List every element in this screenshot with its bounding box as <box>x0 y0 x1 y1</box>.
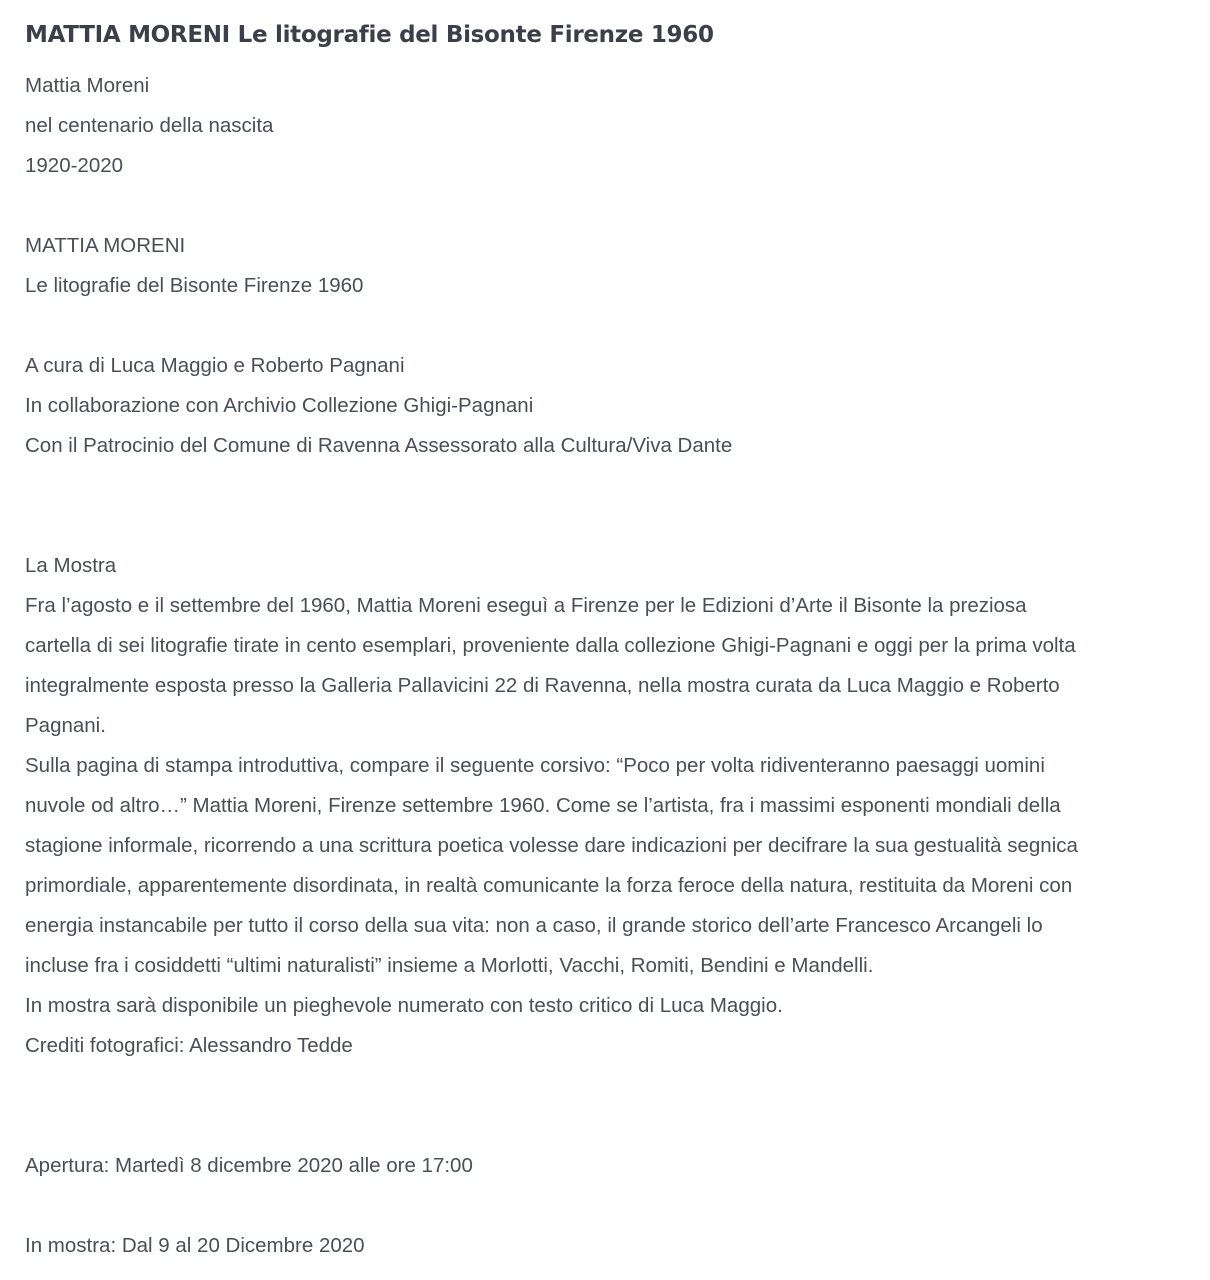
spacer <box>25 506 1190 546</box>
paragraph-line: primordiale, apparentemente disordinata, in realtà comunicante la forza feroce della natura, restituita da Moreni con <box>25 874 1073 897</box>
opening-info: Apertura: Martedì 8 dicembre 2020 alle ore 17:00 <box>25 1154 473 1177</box>
article-body <box>25 66 1190 1266</box>
spacer <box>25 186 1190 226</box>
booklet-note: In mostra sarà disponibile un pieghevole numerato con testo critico di Luca Maggio. <box>25 994 783 1017</box>
spacer <box>25 466 1190 506</box>
paragraph-line: stagione informale, ricorrendo a una scrittura poetica volesse dare indicazioni per decifrare la sua gestualità segnica <box>25 834 1078 857</box>
credit-line: Con il Patrocinio del Comune di Ravenna Assessorato alla Cultura/Viva Dante <box>25 434 733 457</box>
paragraph-line: Pagnani. <box>25 714 106 737</box>
paragraph-line: Fra l’agosto e il settembre del 1960, Mattia Moreni eseguì a Firenze per le Edizioni d’Arte il Bisonte la preziosa <box>25 594 1027 617</box>
intro-line: 1920-2020 <box>25 154 124 177</box>
spacer <box>25 306 1190 346</box>
credit-line: In collaborazione con Archivio Collezione Ghigi-Pagnani <box>25 394 534 417</box>
subtitle-line: MATTIA MORENI <box>25 234 186 257</box>
paragraph-line: incluse fra i cosiddetti “ultimi naturalisti” insieme a Morlotti, Vacchi, Romiti, Bendini e Mandelli. <box>25 954 874 977</box>
spacer <box>25 1106 1190 1146</box>
paragraph-line: nuvole od altro…” Mattia Moreni, Firenze settembre 1960. Come se l’artista, fra i massimi esponenti mondiali della <box>25 794 1061 817</box>
paragraph-line: energia instancabile per tutto il corso della sua vita: non a caso, il grande storico dell’arte Francesco Arcangeli lo <box>25 914 1043 937</box>
page-title: MATTIA MORENI Le litografie del Bisonte Firenze 1960 <box>25 22 714 48</box>
paragraph-line: integralmente esposta presso la Galleria Pallavicini 22 di Ravenna, nella mostra curata da Luca Maggio e Roberto <box>25 674 1060 697</box>
paragraph-line: Sulla pagina di stampa introduttiva, compare il seguente corsivo: “Poco per volta ridiventeranno paesaggi uomini <box>25 754 1045 777</box>
intro-line: nel centenario della nascita <box>25 114 274 137</box>
credit-line: A cura di Luca Maggio e Roberto Pagnani <box>25 354 405 377</box>
section-heading: La Mostra <box>25 554 117 577</box>
spacer <box>25 1186 1190 1226</box>
subtitle-line: Le litografie del Bisonte Firenze 1960 <box>25 274 364 297</box>
photo-credits: Crediti fotografici: Alessandro Tedde <box>25 1034 353 1057</box>
spacer <box>25 1066 1190 1106</box>
exhibition-dates: In mostra: Dal 9 al 20 Dicembre 2020 <box>25 1234 365 1257</box>
intro-line: Mattia Moreni <box>25 74 150 97</box>
paragraph-line: cartella di sei litografie tirate in cento esemplari, proveniente dalla collezione Ghigi-Pagnani e oggi per la prima volta <box>25 634 1076 657</box>
